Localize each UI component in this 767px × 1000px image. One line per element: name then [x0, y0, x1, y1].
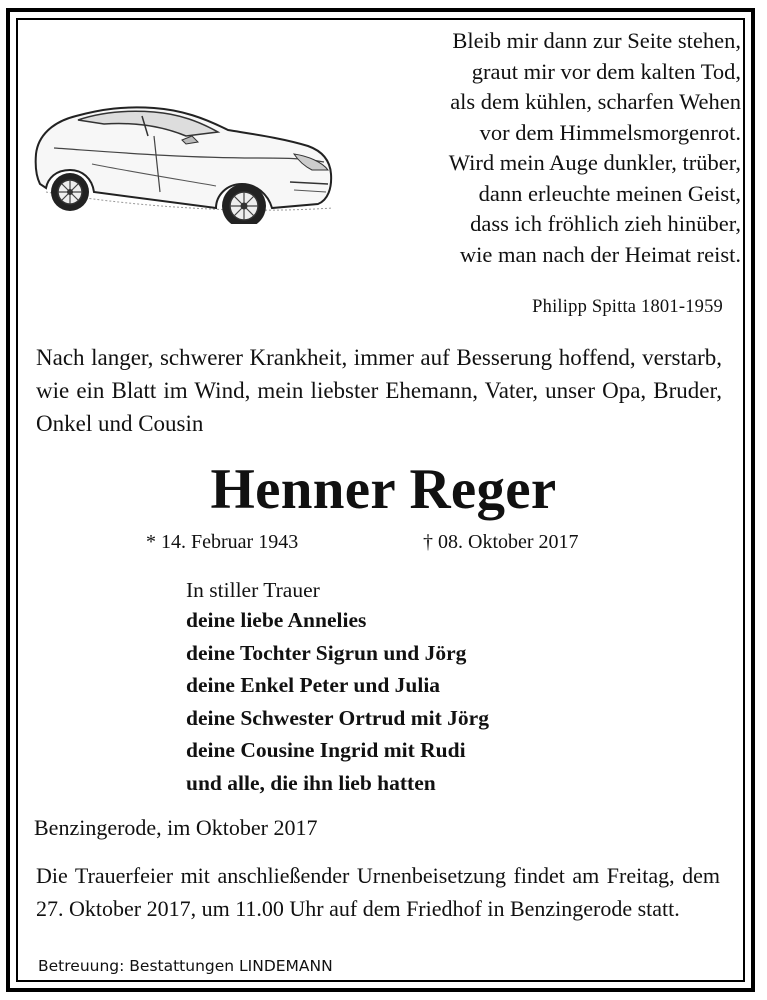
poem-line: Bleib mir dann zur Seite stehen,: [452, 28, 741, 53]
death-date: † 08. Oktober 2017: [423, 531, 579, 553]
mourners-list: [186, 604, 489, 800]
mourner-item: deine Enkel Peter und Julia: [186, 673, 441, 698]
mourner-item: deine liebe Annelies: [186, 608, 367, 632]
poem-line: dann erleuchte meinen Geist,: [478, 180, 741, 206]
poem-line: wie man nach der Heimat reist.: [459, 241, 741, 267]
birth-date: * 14. Februar 1943: [146, 531, 299, 553]
mourner-item: deine Schwester Ortrud mit Jörg: [186, 705, 489, 730]
mourning-intro: In stiller Trauer: [186, 578, 320, 602]
deceased-name: Henner Reger: [210, 458, 557, 521]
undertaker-credit: Betreuung: Bestattungen LINDEMANN: [38, 957, 333, 975]
funeral-info: Die Trauerfeier mit anschließender Urnenbeisetzung findet am Freitag, dem 27. Oktober 2017, um 11.00 Uhr auf dem Friedhof in Benzingerode statt.: [36, 863, 720, 921]
intro-text: Nach langer, schwerer Krankheit, immer auf Besserung hoffend, verstarb, wie ein Blatt im Wind, mein liebster Ehemann, Vater, unser Opa, Bruder, Onkel und Cousin: [36, 345, 722, 436]
poem-author: Philipp Spitta 1801-1959: [532, 297, 723, 317]
mourner-item: deine Tochter Sigrun und Jörg: [186, 640, 467, 665]
poem-line: graut mir vor dem kalten Tod,: [471, 58, 741, 84]
place-date: Benzingerode, im Oktober 2017: [34, 815, 318, 840]
mourner-item: und alle, die ihn lieb hatten: [186, 770, 436, 795]
mourner-item: deine Cousine Ingrid mit Rudi: [186, 738, 466, 763]
rear-wheel: [51, 173, 89, 211]
poem: [321, 26, 741, 270]
poem-line: dass ich fröhlich zieh hinüber,: [470, 211, 741, 236]
poem-line: als dem kühlen, scharfen Wehen: [450, 89, 741, 114]
sports-car-illustration: [32, 96, 337, 224]
poem-line: vor dem Himmelsmorgenrot.: [479, 119, 741, 145]
poem-line: Wird mein Auge dunkler, trüber,: [448, 150, 741, 175]
